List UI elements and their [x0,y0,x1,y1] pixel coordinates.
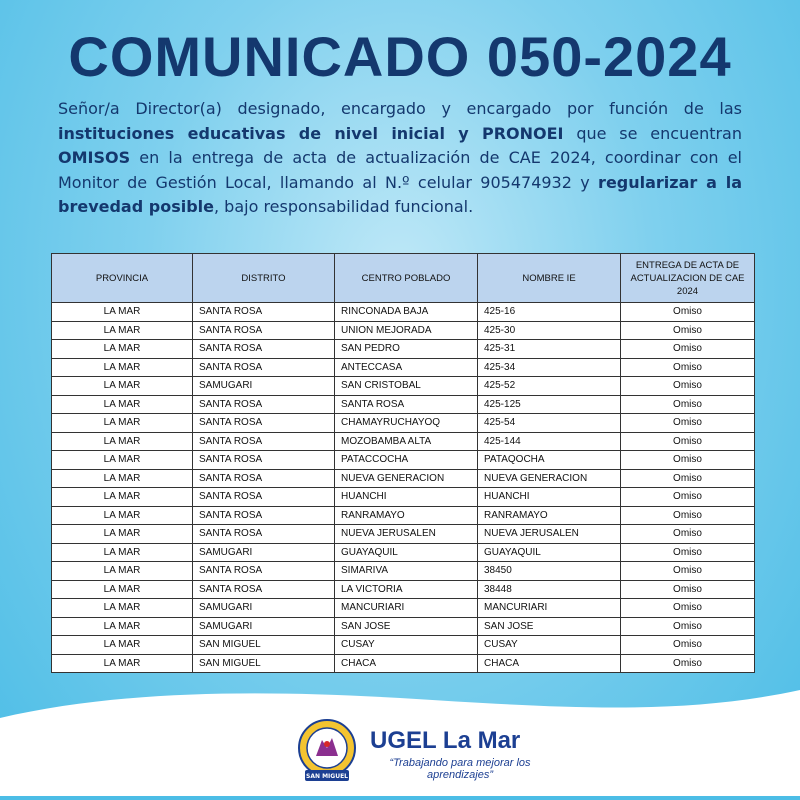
page-title: COMUNICADO 050-2024 [68,25,732,88]
cell-nombre-ie: 425-125 [478,395,621,414]
cell-distrito: SANTA ROSA [193,488,335,507]
cell-nombre-ie: 38450 [478,562,621,581]
cell-nombre-ie: CUSAY [478,636,621,655]
cell-distrito: SAMUGARI [193,377,335,396]
brand-slogan: “Trabajando para mejorar los aprendizajes” [389,757,531,781]
cell-distrito: SAN MIGUEL [193,654,335,673]
omisos-table [51,253,755,673]
table-row [52,321,755,340]
cell-nombre-ie: 425-52 [478,377,621,396]
cell-nombre-ie: RANRAMAYO [478,506,621,525]
cell-distrito: SANTA ROSA [193,469,335,488]
cell-estado: Omiso [621,617,755,636]
cell-distrito: SANTA ROSA [193,451,335,470]
cell-centro-poblado: RINCONADA BAJA [335,303,478,322]
cell-distrito: SANTA ROSA [193,506,335,525]
table-row [52,358,755,377]
cell-nombre-ie: PATAQOCHA [478,451,621,470]
cell-nombre-ie: 425-30 [478,321,621,340]
table-row [52,469,755,488]
table-row [52,303,755,322]
intro-highlight-regularize: regularizar a la brevedad posible [58,172,742,216]
table-row [52,395,755,414]
header-centro-poblado: CENTRO POBLADO [335,254,478,303]
cell-provincia: LA MAR [52,580,193,599]
table-row [52,599,755,618]
cell-provincia: LA MAR [52,340,193,359]
cell-distrito: SANTA ROSA [193,321,335,340]
cell-provincia: LA MAR [52,506,193,525]
header-distrito: DISTRITO [193,254,335,303]
table-row [52,525,755,544]
cell-centro-poblado: MOZOBAMBA ALTA [335,432,478,451]
cell-estado: Omiso [621,636,755,655]
cell-estado: Omiso [621,488,755,507]
table-header-row [52,254,755,303]
table-row [52,432,755,451]
cell-estado: Omiso [621,414,755,433]
table-row [52,636,755,655]
cell-provincia: LA MAR [52,432,193,451]
cell-nombre-ie: HUANCHI [478,488,621,507]
cell-centro-poblado: SAN PEDRO [335,340,478,359]
cell-estado: Omiso [621,432,755,451]
brand-name: UGEL La Mar [370,727,521,754]
table-row [52,617,755,636]
cell-estado: Omiso [621,506,755,525]
cell-distrito: SANTA ROSA [193,562,335,581]
table-row [52,562,755,581]
cell-provincia: LA MAR [52,469,193,488]
intro-paragraph: Señor/a Director(a) designado, encargado y encargado por función de las instituciones educativas de nivel inicial y PRONOEI que se encuentran OMISOS en la entrega de acta de actualización de CAE 2024, coordinar con el Monitor de Gestión Local, llamando al N.º celular 905474932 y regularizar a la brevedad posible, bajo responsabilidad funcional. [58,99,743,216]
cell-distrito: SAMUGARI [193,617,335,636]
header-provincia: PROVINCIA [52,254,193,303]
logo-banner-text: SAN MIGUEL [306,773,348,780]
cell-centro-poblado: SANTA ROSA [335,395,478,414]
header-nombre-ie: NOMBRE IE [478,254,621,303]
table-row [52,377,755,396]
table-row [52,451,755,470]
cell-provincia: LA MAR [52,617,193,636]
cell-provincia: LA MAR [52,562,193,581]
cell-provincia: LA MAR [52,654,193,673]
cell-distrito: SAMUGARI [193,543,335,562]
cell-centro-poblado: SIMARIVA [335,562,478,581]
cell-centro-poblado: CHAMAYRUCHAYOQ [335,414,478,433]
cell-provincia: LA MAR [52,488,193,507]
table-row [52,506,755,525]
cell-distrito: SANTA ROSA [193,525,335,544]
cell-centro-poblado: SAN CRISTOBAL [335,377,478,396]
intro-highlight-institutions: instituciones educativas de nivel inicial y PRONOEI [58,123,564,143]
cell-estado: Omiso [621,469,755,488]
cell-nombre-ie: NUEVA JERUSALEN [478,525,621,544]
table-row [52,488,755,507]
cell-estado: Omiso [621,340,755,359]
cell-estado: Omiso [621,562,755,581]
cell-estado: Omiso [621,654,755,673]
table-row [52,340,755,359]
cell-estado: Omiso [621,303,755,322]
omisos-table-container [51,253,754,673]
cell-provincia: LA MAR [52,636,193,655]
cell-provincia: LA MAR [52,543,193,562]
cell-nombre-ie: 425-31 [478,340,621,359]
cell-provincia: LA MAR [52,395,193,414]
cell-provincia: LA MAR [52,599,193,618]
cell-centro-poblado: PATACCOCHA [335,451,478,470]
cell-centro-poblado: NUEVA GENERACION [335,469,478,488]
cell-nombre-ie: MANCURIARI [478,599,621,618]
cell-centro-poblado: HUANCHI [335,488,478,507]
cell-nombre-ie: SAN JOSE [478,617,621,636]
table-row [52,414,755,433]
cell-provincia: LA MAR [52,321,193,340]
header-entrega-acta: ENTREGA DE ACTA DE ACTUALIZACION DE CAE 2024 [621,254,755,303]
cell-estado: Omiso [621,580,755,599]
cell-centro-poblado: CHACA [335,654,478,673]
cell-distrito: SAMUGARI [193,599,335,618]
cell-distrito: SANTA ROSA [193,432,335,451]
cell-centro-poblado: MANCURIARI [335,599,478,618]
cell-estado: Omiso [621,358,755,377]
cell-distrito: SANTA ROSA [193,340,335,359]
cell-centro-poblado: CUSAY [335,636,478,655]
cell-centro-poblado: ANTECCASA [335,358,478,377]
cell-estado: Omiso [621,543,755,562]
cell-provincia: LA MAR [52,414,193,433]
cell-distrito: SANTA ROSA [193,414,335,433]
cell-nombre-ie: GUAYAQUIL [478,543,621,562]
cell-centro-poblado: NUEVA JERUSALEN [335,525,478,544]
ugel-logo-icon [296,718,358,786]
cell-nombre-ie: 38448 [478,580,621,599]
cell-distrito: SANTA ROSA [193,358,335,377]
cell-nombre-ie: 425-34 [478,358,621,377]
cell-nombre-ie: CHACA [478,654,621,673]
cell-nombre-ie: 425-16 [478,303,621,322]
cell-nombre-ie: 425-144 [478,432,621,451]
cell-centro-poblado: SAN JOSE [335,617,478,636]
cell-distrito: SANTA ROSA [193,580,335,599]
cell-distrito: SAN MIGUEL [193,636,335,655]
cell-distrito: SANTA ROSA [193,303,335,322]
cell-nombre-ie: NUEVA GENERACION [478,469,621,488]
cell-estado: Omiso [621,377,755,396]
cell-provincia: LA MAR [52,377,193,396]
cell-centro-poblado: GUAYAQUIL [335,543,478,562]
table-row [52,543,755,562]
bottom-bar [0,796,800,800]
cell-provincia: LA MAR [52,451,193,470]
cell-estado: Omiso [621,599,755,618]
cell-nombre-ie: 425-54 [478,414,621,433]
cell-provincia: LA MAR [52,303,193,322]
intro-highlight-omisos: OMISOS [58,148,131,167]
cell-estado: Omiso [621,525,755,544]
cell-centro-poblado: UNION MEJORADA [335,321,478,340]
cell-centro-poblado: LA VICTORIA [335,580,478,599]
table-row [52,580,755,599]
cell-provincia: LA MAR [52,525,193,544]
table-row [52,654,755,673]
cell-distrito: SANTA ROSA [193,395,335,414]
cell-centro-poblado: RANRAMAYO [335,506,478,525]
cell-estado: Omiso [621,395,755,414]
cell-estado: Omiso [621,451,755,470]
cell-estado: Omiso [621,321,755,340]
cell-provincia: LA MAR [52,358,193,377]
